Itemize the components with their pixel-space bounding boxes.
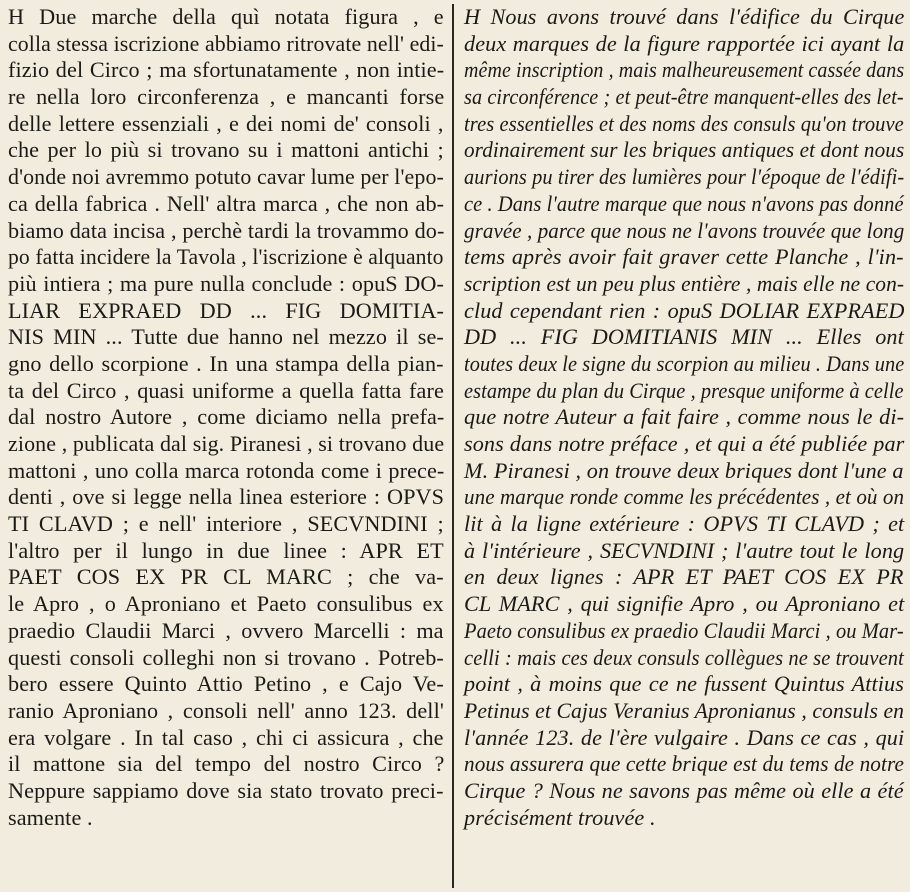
text-line [8,751,444,778]
text-line-content: ce . Dans l'autre marque que nous n'avons pas donné [464,190,904,216]
text-line [8,618,444,645]
text-line [8,671,444,698]
text-line [8,57,444,84]
text-line-content: dal nostro Autore , come diciamo nella prefa- [8,404,445,430]
text-line-content: point , à moins que ce ne fussent Quintus Attius [464,671,904,697]
text-line-content: il mattone sia del tempo del nostro Circo ? [8,751,445,777]
text-line [8,271,444,298]
text-line-content: lit à la ligne extérieure : OPVS TI CLAVD ; et [464,511,905,537]
text-line-content: ca della fabrica . Nell' altra marca , che non ab- [8,190,445,216]
text-line-content: le Apro , o Aproniano et Paeto consulibus ex [8,591,444,617]
text-line-content: aurions pu tirer des lumières pour l'époque de l'édifi- [464,164,905,190]
text-line [464,458,904,485]
text-line-content: H Due marche della quì notata figura , e [8,4,444,29]
text-line [464,298,904,325]
text-line-content: l'altro per il lungo in due linee : APR ET [8,537,444,563]
text-line-content: bero essere Quinto Attio Petino , e Cajo Ve- [8,671,444,697]
text-line-content: l'année 123. de l'ère vulgaire . Dans ce cas , qui [464,724,905,750]
text-line [464,484,904,511]
text-line [464,218,904,245]
text-line-content: denti , ove si legge nella linea esteriore : OPVS [8,484,445,510]
text-line [8,191,444,218]
text-line [464,431,904,458]
text-line [464,751,904,778]
text-line [8,458,444,485]
text-line [464,271,904,298]
text-line-content: Cirque ? Nous ne savons pas même où elle a été [464,777,904,803]
text-line [8,431,444,458]
text-line [8,698,444,725]
text-line [464,4,904,31]
text-line [464,404,904,431]
text-line-content: une marque ronde comme les précédentes , et où on [464,484,905,510]
text-line [464,31,904,58]
text-line [464,244,904,271]
text-line [464,137,904,164]
text-line-content: gravée , parce que nous ne l'avons trouvée que long [464,217,905,243]
text-line-content: sa circonférence ; et peut-être manquent-elles des let- [464,84,904,110]
text-line-content: re nella loro circonferenza , e mancanti forse [8,84,445,110]
text-line-content: deux marques de la figure rapportée ici ayant la [464,30,905,56]
text-line [8,805,444,832]
text-line-content: toutes deux le signe du scorpion au milieu . Dans une [464,350,905,376]
text-line [464,778,904,805]
text-line-content: era volgare . In tal caso , chi ci assicura , che [8,724,444,750]
text-line-content: tres essentielles et des noms des consuls qu'on trouve [464,110,904,136]
text-line [8,351,444,378]
text-line [464,84,904,111]
text-line [8,591,444,618]
text-line-content: delle lettere essenziali , e dei nomi de' consoli , [8,110,444,136]
text-line-content: Neppure sappiamo dove sia stato trovato preci- [8,777,444,803]
text-line [8,564,444,591]
text-line [464,164,904,191]
text-line [464,511,904,538]
text-line [464,538,904,565]
text-line [8,538,444,565]
text-line-content: scription est un peu plus entière , mais elle ne con- [464,270,905,296]
text-line-content: fizio del Circo ; ma sfortunatamente , non intie- [8,57,445,83]
text-line-content: NIS MIN ... Tutte due hanno nel mezzo il se- [8,324,444,350]
text-line [464,111,904,138]
text-line-content: CL MARC , qui signifie Apro , ou Aproniano et [464,591,905,617]
text-line [464,57,904,84]
text-line-content: gno dello scorpione . In una stampa della pian- [8,350,444,376]
text-line-content: précisément trouvée . [464,804,656,830]
text-line-content: Petinus et Cajus Veranius Apronianus , consuls en [464,697,905,723]
text-line-content: più intiera ; ma pure nulla conclude : opuS DO- [8,270,445,296]
text-line-content: biamo data incisa , perchè tardi la trovammo do- [8,217,445,243]
text-line-content: colla stessa iscrizione abbiamo ritrovate nell' edi- [8,30,444,56]
text-line-content: celli : mais ces deux consuls collègues ne se trouvent [464,644,904,670]
text-line-content: en deux lignes : APR ET PAET COS EX PR [464,564,904,590]
text-line-content: TI CLAVD ; e nell' interiore , SECVNDINI ; [8,511,444,537]
text-line [8,778,444,805]
text-line [8,31,444,58]
text-line [8,111,444,138]
text-line [464,645,904,672]
text-line-content: même inscription , mais malheureusement cassée dans [464,57,905,83]
text-line-content: tems après avoir fait graver cette Planche , l'in- [464,244,904,270]
text-line [464,618,904,645]
text-line-content: zione , publicata dal sig. Piranesi , si trovano due [8,431,445,456]
text-line-content: d'onde noi avremmo potuto cavar lume per l'epo- [8,164,444,190]
text-line [8,84,444,111]
text-line-content: à l'intérieure , SECVNDINI ; l'autre tout le long [464,537,905,563]
text-line [8,378,444,405]
column-divider [452,4,454,888]
text-line [8,404,444,431]
text-line-content: ordinairement sur les briques antiques et dont nous [464,137,905,163]
text-line [464,191,904,218]
text-line [464,805,904,832]
text-line [464,725,904,752]
text-line [464,671,904,698]
italian-text-column [8,4,444,831]
text-line [8,324,444,351]
text-line-content: DD ... FIG DOMITIANIS MIN ... Elles ont [464,324,904,350]
text-line [464,564,904,591]
text-line [464,324,904,351]
text-line-content: sons dans notre préface , et qui a été publiée par [464,431,905,456]
text-line-content: praedio Claudii Marci , ovvero Marcelli : ma [8,617,444,643]
text-line-content: estampe du plan du Cirque , presque uniforme à celle [464,377,904,403]
text-line-content: questi consoli colleghi non si trovano . Potreb- [8,644,444,670]
text-line [8,484,444,511]
text-line-content: po fatta incidere la Tavola , l'iscrizione è alquanto [8,244,444,270]
text-line [8,645,444,672]
text-line-content: PAET COS EX PR CL MARC ; che va- [8,564,444,590]
text-line-content: LIAR EXPRAED DD ... FIG DOMITIA- [8,297,444,323]
text-line [464,591,904,618]
text-line-content: M. Piranesi , on trouve deux briques dont l'une a [464,457,904,483]
french-text-column [464,4,904,831]
text-line [464,351,904,378]
text-line [464,378,904,405]
text-line [8,725,444,752]
text-line-content: ta del Circo , quasi uniforme a quella fatta fare [8,377,444,403]
text-line-content: Paeto consulibus ex praedio Claudii Marci , ou Mar- [464,617,904,643]
text-line [8,164,444,191]
text-line [464,698,904,725]
text-line-content: mattoni , uno colla marca rotonda come i prece- [8,457,445,483]
text-line [8,298,444,325]
text-line-content: clud cependant rien : opuS DOLIAR EXPRAED [464,297,905,323]
text-line-content: ranio Aproniano , consoli nell' anno 123. dell' [8,697,444,723]
text-line [8,244,444,271]
text-line-content: H Nous avons trouvé dans l'édifice du Cirque [464,4,905,29]
text-line-content: che per lo più si trovano su i mattoni antichi ; [8,137,444,163]
text-line [8,218,444,245]
text-line [8,511,444,538]
text-line-content: samente . [8,804,93,830]
text-line-content: nous assurera que cette brique est du tems de notre [464,751,905,777]
text-line-content: que notre Auteur a fait faire , comme nous le di- [464,404,905,430]
text-line [8,4,444,31]
text-line [8,137,444,164]
